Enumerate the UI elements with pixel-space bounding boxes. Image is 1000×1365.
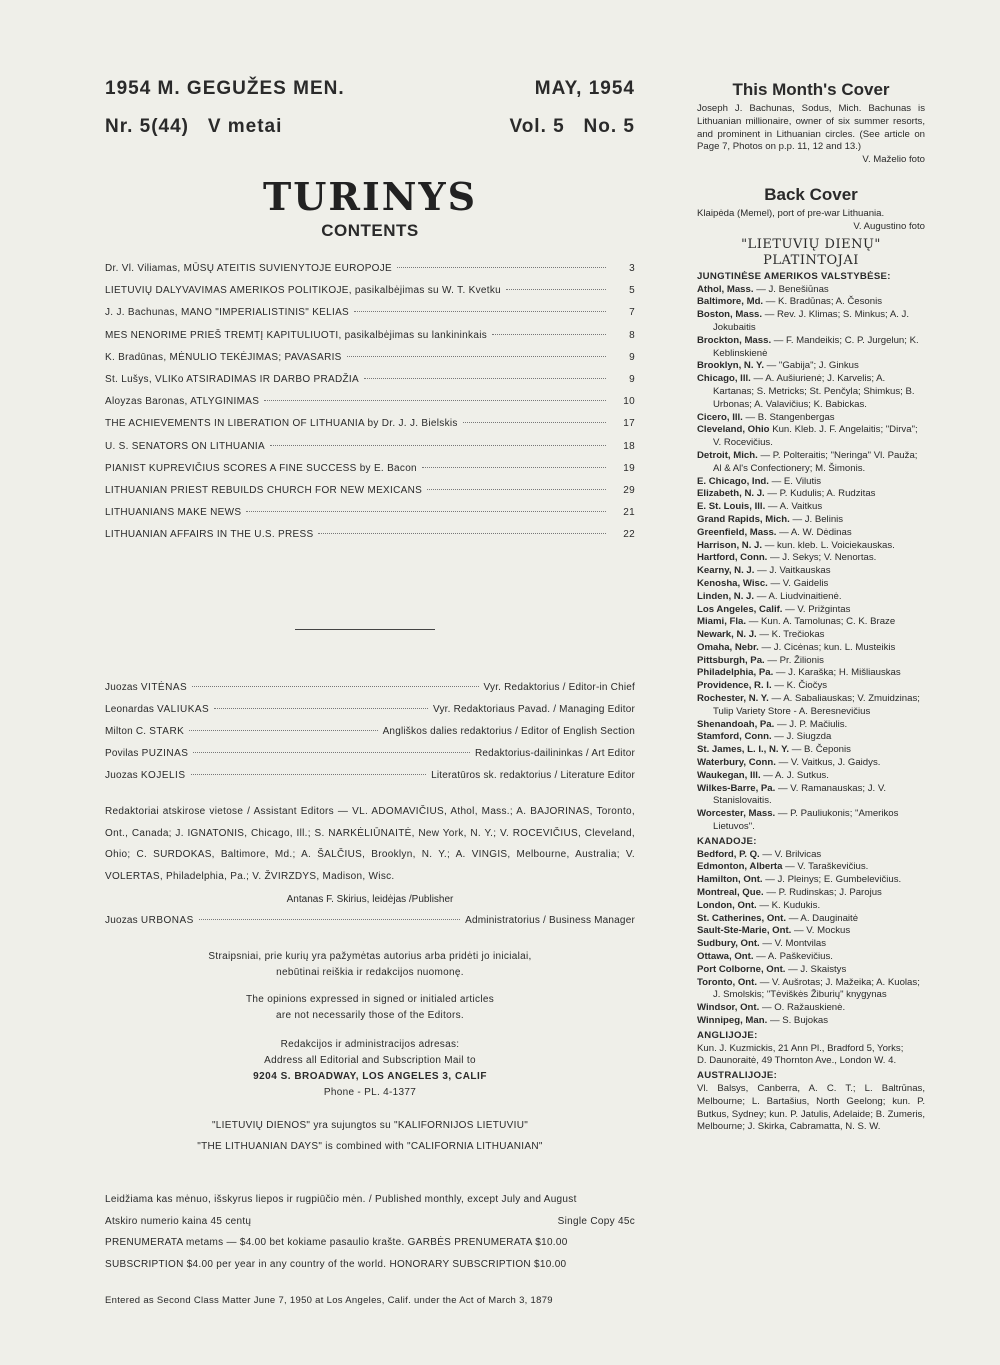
- distributor-names: — V. Prižgintas: [785, 603, 851, 615]
- left-column: [105, 78, 635, 1306]
- distributor-names: — J. Karaška; H. Mišliauskas: [775, 667, 901, 679]
- distributor-entry: [697, 693, 925, 719]
- publication-info: Leidžiama kas mėnuo, išskyrus liepos ir rugpiūčio mėn. / Published monthly, except July and August Atskiro numerio kaina 45 centų Single Copy 45c PRENUMERATA metams — $4.00 bet kokiame pasaulio krašte. GARBĖS PRENUMERATA $10.00 SUBSCRIPTION $4.00 per year in any country of the world. HONORARY SUBSCRIPTION $10.00: [105, 1194, 635, 1270]
- distributor-names: — V. Mockus: [794, 925, 851, 937]
- distributor-names: — J. Siugzda: [774, 731, 832, 743]
- staff-name: Leonardas VALIUKAS: [105, 704, 210, 716]
- issue-number-lt: Nr. 5(44) V metai: [105, 116, 283, 137]
- postal-entry-notice: Entered as Second Class Matter June 7, 1950 at Los Angeles, Calif. under the Act of March 3, 1879: [105, 1295, 553, 1307]
- distributor-city: Waukegan, Ill.: [697, 769, 761, 781]
- distributor-names: — V. Brilvicas: [762, 848, 822, 860]
- distributor-entry: [697, 667, 925, 680]
- cover-heading: This Month's Cover: [732, 80, 890, 99]
- distributor-names: — V. Vaitkus, J. Gaidys.: [778, 757, 881, 769]
- australia-label: AUSTRALIJOJE:: [697, 1070, 778, 1082]
- distributor-names: — A. J. Sutkus.: [763, 769, 829, 781]
- toc-entry: [105, 285, 635, 307]
- distributor-names: — A. Vaitkus: [767, 501, 823, 513]
- distributor-entry: [697, 540, 925, 553]
- toc-entry-title: St. Lušys, VLIKo ATSIRADIMAS IR DARBO PRADŽIA: [105, 373, 359, 385]
- business-manager-name: Juozas URBONAS: [105, 915, 194, 927]
- distributor-entry: [697, 719, 925, 732]
- distributor-names: — K. Kudukis.: [759, 899, 821, 911]
- toc-entry-title: LITHUANIANS MAKE NEWS: [105, 507, 242, 519]
- distributor-names: — B. Stangenbergas: [745, 411, 835, 423]
- toc-leader-dots: [427, 489, 606, 490]
- distributor-names: — A. Dauginaitė: [788, 912, 859, 924]
- distributor-entry: [697, 964, 925, 977]
- distributor-city: Hamilton, Ont.: [697, 874, 763, 886]
- distributor-city: Ottawa, Ont.: [697, 951, 754, 963]
- toc-entry-title: LITHUANIAN AFFAIRS IN THE U.S. PRESS: [105, 529, 314, 541]
- distributor-entry: [697, 284, 925, 297]
- distributor-city: Chicago, Ill.: [697, 373, 751, 385]
- distributor-entry: [697, 296, 925, 309]
- distributor-city: Omaha, Nebr.: [697, 641, 759, 653]
- distributor-names: — K. Bradūnas; A. Česonis: [765, 296, 883, 308]
- disclaimer-lt: Straipsniai, prie kurių yra pažymėtas autorius arba pridėti jo inicialai, nebūtinai reiškia ir redakcijos nuomonę.: [208, 951, 532, 979]
- distributor-entry: [697, 887, 925, 900]
- staff-role: Angliškos dalies redaktorius / Editor of English Section: [382, 726, 635, 738]
- toc-entry-page: 10: [623, 396, 635, 408]
- distributor-names: — P. Polteraitis; "Neringa" Vl. Pauža; Al & Al's Confectionery; M. Šimonis.: [713, 449, 918, 474]
- distributor-entry: [697, 604, 925, 617]
- distributor-city: Hartford, Conn.: [697, 552, 768, 564]
- distributor-names: — V. Aušrotas; J. Mažeika; A. Kuolas; J. Smolskis; "Tėviškės Žiburių" knygynas: [713, 976, 920, 1001]
- distributor-names: — J. Belinis: [792, 513, 844, 525]
- toc-entry: [105, 263, 635, 285]
- distributor-entry: [697, 335, 925, 361]
- toc-entry: [105, 374, 635, 396]
- staff-row: [105, 748, 635, 770]
- distributor-city: Grand Rapids, Mich.: [697, 513, 790, 525]
- distributor-entry: [697, 476, 925, 489]
- staff-row: [105, 704, 635, 726]
- toc-entry: [105, 396, 635, 418]
- toc-entry-title: PIANIST KUPREVIČIUS SCORES A FINE SUCCESS by E. Bacon: [105, 462, 417, 474]
- distributor-entry: [697, 552, 925, 565]
- distributor-names: — V. Gaidelis: [770, 577, 829, 589]
- distributor-names: — J. Vaitkauskas: [757, 565, 831, 577]
- england-label: ANGLIJOJE:: [697, 1029, 758, 1041]
- assistant-editors: Redaktoriai atskirose vietose / Assistant Editors — VL. ADOMAVIČIUS, Athol, Mass.; A. BAJORINAS, Toronto, Ont., Canada; J. IGNATONIS, Chicago, Ill.; S. NARKĖLIŪNAITĖ, New York, N. Y.; V. ROCEVIČIUS, Cleveland, Ohio; C. SURDOKAS, Baltimore, Md.; A. ŠALČIUS, Brooklyn, N. Y.; A. VINGIS, Melbourne, Australia; V. VOLERTAS, Philadelphia, Pa.; V. ŽVIRZDYS, Madison, Wisc.: [105, 806, 635, 882]
- distributor-entry: [697, 488, 925, 501]
- distributor-entry: [697, 309, 925, 335]
- distributor-entry: [697, 578, 925, 591]
- distributor-city: Baltimore, Md.: [697, 296, 764, 308]
- distributor-city: Pittsburgh, Pa.: [697, 654, 765, 666]
- toc-entry-page: 3: [629, 263, 635, 274]
- table-of-contents: [105, 263, 635, 551]
- toc-entry-title: THE ACHIEVEMENTS IN LIBERATION OF LITHUANIA by Dr. J. J. Bielskis: [105, 418, 458, 430]
- combined-notice: "LIETUVIŲ DIENOS" yra sujungtos su "KALIFORNIJOS LIETUVIU" "THE LITHUANIAN DAYS" is combined with "CALIFORNIA LITHUANIAN": [197, 1120, 543, 1153]
- toc-leader-dots: [397, 267, 606, 268]
- toc-leader-dots: [354, 311, 606, 312]
- distributor-names: — J. Benešiūnas: [756, 283, 829, 295]
- distributor-entry: [697, 900, 925, 913]
- distributor-city: Cleveland, Ohio: [697, 424, 770, 436]
- toc-entry: [105, 485, 635, 507]
- toc-leader-dots: [364, 378, 606, 379]
- cover-credit: V. Maželio foto: [862, 154, 925, 166]
- toc-entry-title: U. S. SENATORS ON LITHUANIA: [105, 440, 265, 452]
- toc-entry-page: 9: [629, 373, 635, 385]
- toc-entry-title: K. Bradūnas, MĖNULIO TEKĖJIMAS; PAVASARIS: [105, 351, 342, 363]
- distributor-city: Cicero, Ill.: [697, 411, 743, 423]
- toc-entry: [105, 529, 635, 551]
- distributor-city: Newark, N. J.: [697, 629, 757, 641]
- staff-list: [105, 682, 635, 791]
- staff-name: Povilas PUZINAS: [105, 747, 189, 759]
- distributor-city: Kearny, N. J.: [697, 565, 755, 577]
- toc-leader-dots: [506, 289, 606, 290]
- issue-date-lt: 1954 M. GEGUŽES MEN.: [105, 78, 345, 99]
- distributor-entry: [697, 616, 925, 629]
- distributor-city: Philadelphia, Pa.: [697, 667, 774, 679]
- distributor-city: Port Colborne, Ont.: [697, 963, 786, 975]
- distributor-names: — kun. kleb. L. Voiciekauskas.: [764, 539, 895, 551]
- distributor-names: — J. P. Mačiulis.: [776, 718, 848, 730]
- back-cover-text: Klaipėda (Memel), port of pre-war Lithuania. V. Augustino foto: [697, 207, 925, 232]
- distributor-entry: [697, 861, 925, 874]
- distributor-names: — V. Taraškevičius.: [785, 861, 869, 873]
- toc-entry-page: 19: [623, 462, 635, 474]
- distributor-entry: [697, 770, 925, 783]
- distributor-names: — A. Liudvinaitienė.: [756, 590, 842, 602]
- distributor-city: Elizabeth, N. J.: [697, 488, 765, 500]
- staff-row: [105, 770, 635, 792]
- toc-leader-dots: [347, 356, 606, 357]
- distributor-names: — O. Ražauskienė.: [761, 1002, 846, 1014]
- toc-entry-page: 9: [629, 351, 635, 363]
- distributor-entry: [697, 744, 925, 757]
- staff-name: Juozas KOJELIS: [105, 769, 186, 781]
- distributor-city: Providence, R. I.: [697, 680, 772, 692]
- right-column: [697, 80, 925, 1134]
- distributor-entry: [697, 514, 925, 527]
- distributor-names: — A. Aušiurienė; J. Karvelis; A. Kartanas; S. Metricks; St. Penčyla; Shimkus; B. Urbonas; A. Valavičius; K. Babickas.: [713, 373, 915, 410]
- distributor-city: Windsor, Ont.: [697, 1002, 760, 1014]
- toc-entry: [105, 418, 635, 440]
- distributor-entry: [697, 925, 925, 938]
- distributor-city: Montreal, Que.: [697, 887, 764, 899]
- toc-entry-page: 22: [623, 529, 635, 541]
- toc-leader-dots: [246, 511, 606, 512]
- usa-distributors: [697, 284, 925, 834]
- distributor-entry: [697, 1015, 925, 1028]
- distributor-entry: [697, 680, 925, 693]
- distributor-city: Shenandoah, Pa.: [697, 718, 775, 730]
- toc-leader-dots: [270, 445, 606, 446]
- usa-label: JUNGTINĖSE AMERIKOS VALSTYBĖSE:: [697, 270, 891, 282]
- distributor-entry: [697, 951, 925, 964]
- distributor-names: — P. Rudinskas; J. Parojus: [766, 887, 882, 899]
- issue-date-row: [105, 78, 635, 100]
- distributor-entry: [697, 1002, 925, 1015]
- distributor-names: — Pr. Žilionis: [767, 654, 824, 666]
- toc-entry-title: LITHUANIAN PRIEST REBUILDS CHURCH FOR NEW MEXICANS: [105, 484, 423, 496]
- distributor-city: Detroit, Mich.: [697, 449, 758, 461]
- distributor-entry: [697, 1055, 925, 1068]
- toc-entry-page: 29: [623, 484, 635, 496]
- address-block: Redakcijos ir administracijos adresas: Address all Editorial and Subscription Mail to 9204 S. BROADWAY, LOS ANGELES 3, CALIF Phone - PL. 4-1377: [253, 1039, 487, 1099]
- distributor-city: Greenfield, Mass.: [697, 526, 777, 538]
- canada-label: KANADOJE:: [697, 835, 757, 847]
- distributor-entry: [697, 938, 925, 951]
- distributor-city: Worcester, Mass.: [697, 808, 776, 820]
- distributor-names: — P. Pauliukonis; "Amerikos Lietuvos".: [713, 808, 899, 833]
- distributor-entry: [697, 977, 925, 1003]
- distributor-names: — V. Montvilas: [762, 938, 827, 950]
- distributor-names: — A. Paškevičius.: [756, 951, 833, 963]
- toc-leader-dots: [264, 400, 606, 401]
- distributor-entry: [697, 424, 925, 450]
- distributor-names: — P. Kudulis; A. Rudzitas: [767, 488, 876, 500]
- toc-entry: [105, 463, 635, 485]
- distributor-city: Kenosha, Wisc.: [697, 577, 768, 589]
- toc-entry-page: 8: [629, 329, 635, 341]
- distributor-names: — F. Mandeikis; C. P. Jurgelun; K. Keblinskienė: [713, 334, 919, 359]
- toc-entry-page: 18: [623, 440, 635, 452]
- distributor-entry: [697, 450, 925, 476]
- distributor-entry: [697, 757, 925, 770]
- distributor-city: St. Catherines, Ont.: [697, 912, 787, 924]
- back-cover-credit: V. Augustino foto: [853, 220, 925, 232]
- distributor-city: Wilkes-Barre, Pa.: [697, 782, 776, 794]
- distributor-entry: [697, 527, 925, 540]
- distributor-names: — B. Čeponis: [791, 744, 851, 756]
- toc-entry-page: 7: [629, 307, 635, 319]
- distributor-entry: [697, 360, 925, 373]
- toc-leader-dots: [422, 467, 606, 468]
- toc-entry-title: MES NENORIME PRIEŠ TREMTĮ KAPITULIUOTI, pasikalbėjimas su lankininkais: [105, 329, 488, 341]
- distributor-entry: [697, 1043, 925, 1056]
- distributor-names: — A. W. Dėdinas: [779, 526, 852, 538]
- distributor-city: Miami, Fla.: [697, 616, 747, 628]
- distributor-entry: [697, 849, 925, 862]
- distributor-entry: [697, 642, 925, 655]
- distributor-names: — J. Sekys; V. Nenortas.: [770, 552, 877, 564]
- toc-entry: [105, 507, 635, 529]
- distributor-entry: [697, 565, 925, 578]
- distributor-names: — J. Pleinys; E. Gumbelevičius.: [765, 874, 902, 886]
- distributor-entry: [697, 913, 925, 926]
- distributors-heading: "LIETUVIŲ DIENŲ" PLATINTOJAI: [741, 236, 881, 268]
- staff-role: Literatūros sk. redaktorius / Literature Editor: [431, 769, 635, 781]
- toc-entry-title: Aloyzas Baronas, ATLYGINIMAS: [105, 396, 260, 408]
- distributor-entry: [697, 412, 925, 425]
- toc-entry-title: LIETUVIŲ DALYVAVIMAS AMERIKOS POLITIKOJE, pasikalbėjimas su W. T. Kvetku: [105, 285, 501, 297]
- toc-entry: [105, 441, 635, 463]
- distributor-city: Sault-Ste-Marie, Ont.: [697, 925, 792, 937]
- toc-entry-title: Dr. Vl. Viliamas, MŪSŲ ATEITIS SUVIENYTOJE EUROPOJE: [105, 263, 393, 274]
- distributor-names: — V. Ramanauskas; J. V. Stanislovaitis.: [713, 782, 887, 807]
- distributor-city: Linden, N. J.: [697, 590, 755, 602]
- distributor-names: Kun. J. Kuzmickis, 21 Ann Pl., Bradford 5, Yorks;: [697, 1042, 904, 1054]
- staff-row: [105, 726, 635, 748]
- distributor-city: St. James, L. I., N. Y.: [697, 744, 790, 756]
- back-cover-heading: Back Cover: [764, 184, 858, 204]
- distributor-city: Brooklyn, N. Y.: [697, 360, 764, 372]
- distributor-entry: [697, 629, 925, 642]
- issue-date-en: MAY, 1954: [534, 78, 635, 99]
- distributor-names: — K. Trečiokas: [759, 629, 825, 641]
- canada-distributors: [697, 849, 925, 1028]
- distributor-names: Kun. Kleb. J. F. Angelaitis; "Dirva"; V. Rocevičius.: [713, 424, 918, 449]
- distributor-city: Boston, Mass.: [697, 309, 763, 321]
- publisher: Antanas F. Skirius, leidėjas /Publisher: [286, 894, 454, 906]
- distributor-city: Bedford, P. Q.: [697, 848, 760, 860]
- toc-entry-page: 5: [629, 285, 635, 297]
- distributor-city: Athol, Mass.: [697, 283, 754, 295]
- toc-entry-page: 21: [623, 507, 635, 519]
- distributor-city: Sudbury, Ont.: [697, 938, 760, 950]
- distributor-entry: [697, 874, 925, 887]
- business-manager-row: [105, 915, 635, 937]
- toc-entry: [105, 307, 635, 329]
- distributor-names: — E. Vilutis: [771, 475, 822, 487]
- distributor-names: — "Gabija"; J. Ginkus: [766, 360, 859, 372]
- distributor-city: E. Chicago, Ind.: [697, 475, 769, 487]
- distributor-names: — Kun. A. Tamolunas; C. K. Braze: [748, 616, 896, 628]
- distributor-entry: [697, 731, 925, 744]
- business-manager-role: Administratorius / Business Manager: [465, 915, 635, 927]
- distributor-city: Edmonton, Alberta: [697, 861, 783, 873]
- toc-leader-dots: [318, 533, 606, 534]
- distributor-city: E. St. Louis, Ill.: [697, 501, 766, 513]
- distributor-city: Toronto, Ont.: [697, 976, 758, 988]
- distributor-names: — Rev. J. Klimas; S. Minkus; A. J. Jokubaitis: [713, 309, 910, 333]
- distributor-names: — J. Skaistys: [788, 963, 847, 975]
- distributor-entry: [697, 373, 925, 411]
- toc-entry-page: 17: [623, 418, 635, 430]
- distributor-entry: [697, 783, 925, 809]
- distributor-entry: [697, 808, 925, 834]
- distributor-names: — A. Sabaliauskas; V. Zmuidzinas; Tulip Variety Store - A. Beresnevičius: [713, 693, 920, 717]
- distributor-names: — J. Cicėnas; kun. L. Musteikis: [761, 641, 896, 653]
- staff-name: Milton C. STARK: [105, 726, 185, 738]
- distributor-city: Stamford, Conn.: [697, 731, 772, 743]
- distributor-city: Waterbury, Conn.: [697, 757, 776, 769]
- staff-role: Vyr. Redaktorius / Editor-in Chief: [483, 682, 635, 694]
- cover-text: Joseph J. Bachunas, Sodus, Mich. Bachunas is Lithuanian millionaire, owner of six summer resorts, and prominent in Lithuanian circles. (See article on Page 7, Photos on p.p. 11, 12 and 13.): [697, 103, 925, 153]
- toc-entry: [105, 330, 635, 352]
- distributor-city: Brockton, Mass.: [697, 334, 772, 346]
- distributor-entry: [697, 591, 925, 604]
- distributor-names: — K. Čiočys: [774, 680, 828, 692]
- page-subtitle: CONTENTS: [321, 221, 419, 240]
- toc-entry: [105, 352, 635, 374]
- toc-leader-dots: [463, 422, 606, 423]
- distributor-names: — S. Bujokas: [769, 1015, 829, 1026]
- distributor-entry: [697, 501, 925, 514]
- distributor-names: D. Daunoraitė, 49 Thornton Ave., London W. 4.: [697, 1055, 897, 1067]
- distributor-entry: [697, 655, 925, 668]
- staff-name: Juozas VITĖNAS: [105, 682, 188, 694]
- australia-distributors: Vl. Balsys, Canberra, A. C. T.; L. Baltrūnas, Melbourne; L. Bartašius, North Geelong; kun. P. Butkus, Sydney; kun. P. Jatulis, Adelaide; B. Zumeris, Melbourne; J. Skirka, Cabramatta, N. S. W.: [697, 1082, 925, 1133]
- distributor-city: Harrison, N. J.: [697, 539, 763, 551]
- disclaimer-en: The opinions expressed in signed or initialed articles are not necessarily those of the Editors.: [246, 994, 494, 1022]
- distributor-city: London, Ont.: [697, 899, 757, 911]
- issue-number-row: [105, 116, 635, 138]
- toc-leader-dots: [492, 334, 606, 335]
- staff-role: Redaktorius-dailininkas / Art Editor: [474, 747, 635, 759]
- toc-entry-title: J. J. Bachunas, MANO "IMPERIALISTINIS" KELIAS: [105, 307, 350, 319]
- divider-rule: [295, 629, 435, 630]
- distributor-city: Los Angeles, Calif.: [697, 603, 783, 615]
- page-title: TURINYS: [262, 174, 478, 219]
- staff-row: [105, 682, 635, 704]
- issue-number-en: Vol. 5 No. 5: [509, 116, 635, 137]
- distributor-city: Winnipeg, Man.: [697, 1015, 768, 1026]
- distributor-city: Rochester, N. Y.: [697, 693, 769, 705]
- england-distributors: [697, 1043, 925, 1069]
- staff-role: Vyr. Redaktoriaus Pavad. / Managing Editor: [432, 704, 635, 716]
